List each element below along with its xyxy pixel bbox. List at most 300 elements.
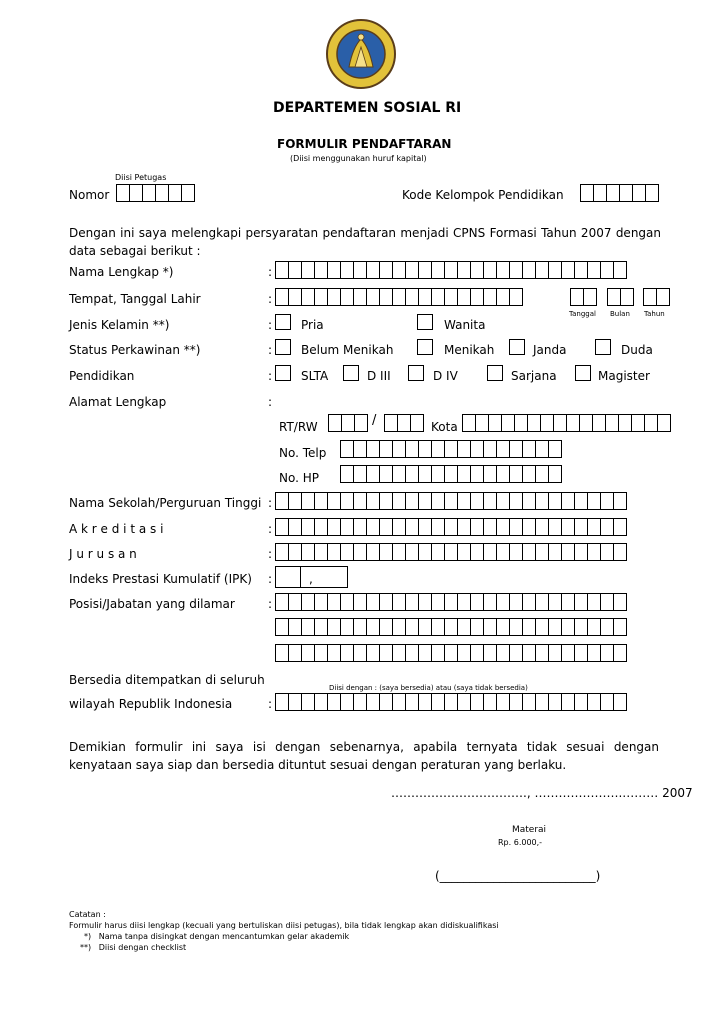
input-cell[interactable] (548, 644, 562, 662)
input-cell[interactable] (340, 518, 354, 536)
input-cell[interactable] (483, 261, 497, 279)
input-cell[interactable] (431, 644, 445, 662)
input-cell[interactable] (574, 693, 588, 711)
ipk-decimal-cell[interactable] (300, 566, 348, 588)
input-cell[interactable] (397, 414, 411, 432)
input-cell[interactable] (496, 492, 510, 510)
input-cell[interactable] (392, 543, 406, 561)
slta-checkbox[interactable] (275, 365, 291, 381)
input-cell[interactable] (418, 288, 432, 306)
input-cell[interactable] (509, 518, 523, 536)
input-cell[interactable] (470, 261, 484, 279)
input-cell[interactable] (561, 644, 575, 662)
input-cell[interactable] (314, 288, 328, 306)
input-cell[interactable] (593, 184, 607, 202)
input-cell[interactable] (392, 492, 406, 510)
input-cell[interactable] (353, 593, 367, 611)
input-cell[interactable] (314, 518, 328, 536)
input-cell[interactable] (328, 414, 342, 432)
input-cell[interactable] (496, 465, 510, 483)
bersedia-boxes[interactable] (275, 693, 626, 711)
input-cell[interactable] (392, 693, 406, 711)
input-cell[interactable] (366, 518, 380, 536)
input-cell[interactable] (561, 543, 575, 561)
ipk-integer-cell[interactable] (275, 566, 301, 588)
input-cell[interactable] (535, 465, 549, 483)
telp-boxes[interactable] (340, 440, 561, 458)
input-cell[interactable] (444, 518, 458, 536)
input-cell[interactable] (475, 414, 489, 432)
input-cell[interactable] (613, 593, 627, 611)
input-cell[interactable] (379, 465, 393, 483)
input-cell[interactable] (613, 693, 627, 711)
input-cell[interactable] (301, 593, 315, 611)
input-cell[interactable] (457, 618, 471, 636)
tanggal-boxes[interactable] (570, 288, 596, 306)
input-cell[interactable] (548, 618, 562, 636)
input-cell[interactable] (301, 644, 315, 662)
sarjana-checkbox[interactable] (487, 365, 503, 381)
input-cell[interactable] (379, 518, 393, 536)
input-cell[interactable] (548, 440, 562, 458)
input-cell[interactable] (509, 492, 523, 510)
input-cell[interactable] (613, 644, 627, 662)
hp-boxes[interactable] (340, 465, 561, 483)
input-cell[interactable] (392, 593, 406, 611)
input-cell[interactable] (314, 593, 328, 611)
input-cell[interactable] (327, 261, 341, 279)
input-cell[interactable] (392, 644, 406, 662)
input-cell[interactable] (632, 184, 646, 202)
input-cell[interactable] (444, 261, 458, 279)
input-cell[interactable] (561, 618, 575, 636)
input-cell[interactable] (418, 518, 432, 536)
input-cell[interactable] (657, 414, 671, 432)
duda-checkbox[interactable] (595, 339, 611, 355)
input-cell[interactable] (366, 644, 380, 662)
input-cell[interactable] (470, 492, 484, 510)
input-cell[interactable] (353, 261, 367, 279)
input-cell[interactable] (522, 261, 536, 279)
input-cell[interactable] (522, 644, 536, 662)
input-cell[interactable] (548, 261, 562, 279)
input-cell[interactable] (418, 693, 432, 711)
input-cell[interactable] (470, 288, 484, 306)
input-cell[interactable] (509, 693, 523, 711)
rt-boxes[interactable] (328, 414, 367, 432)
input-cell[interactable] (613, 492, 627, 510)
input-cell[interactable] (288, 618, 302, 636)
input-cell[interactable] (405, 465, 419, 483)
input-cell[interactable] (522, 440, 536, 458)
input-cell[interactable] (574, 618, 588, 636)
input-cell[interactable] (509, 593, 523, 611)
kode-boxes[interactable] (580, 184, 658, 202)
input-cell[interactable] (587, 518, 601, 536)
input-cell[interactable] (405, 261, 419, 279)
input-cell[interactable] (288, 288, 302, 306)
input-cell[interactable] (643, 288, 657, 306)
input-cell[interactable] (405, 618, 419, 636)
input-cell[interactable] (496, 618, 510, 636)
input-cell[interactable] (431, 543, 445, 561)
input-cell[interactable] (142, 184, 156, 202)
nomor-boxes[interactable] (116, 184, 194, 202)
input-cell[interactable] (301, 261, 315, 279)
input-cell[interactable] (488, 414, 502, 432)
input-cell[interactable] (535, 644, 549, 662)
input-cell[interactable] (275, 593, 289, 611)
input-cell[interactable] (431, 693, 445, 711)
input-cell[interactable] (462, 414, 476, 432)
input-cell[interactable] (574, 644, 588, 662)
input-cell[interactable] (587, 492, 601, 510)
input-cell[interactable] (366, 593, 380, 611)
input-cell[interactable] (314, 644, 328, 662)
input-cell[interactable] (548, 518, 562, 536)
input-cell[interactable] (366, 261, 380, 279)
input-cell[interactable] (457, 593, 471, 611)
input-cell[interactable] (470, 465, 484, 483)
input-cell[interactable] (600, 492, 614, 510)
input-cell[interactable] (509, 644, 523, 662)
input-cell[interactable] (600, 518, 614, 536)
input-cell[interactable] (275, 288, 289, 306)
input-cell[interactable] (379, 644, 393, 662)
input-cell[interactable] (431, 618, 445, 636)
input-cell[interactable] (522, 593, 536, 611)
input-cell[interactable] (405, 440, 419, 458)
input-cell[interactable] (540, 414, 554, 432)
input-cell[interactable] (514, 414, 528, 432)
input-cell[interactable] (496, 543, 510, 561)
input-cell[interactable] (379, 440, 393, 458)
input-cell[interactable] (535, 261, 549, 279)
input-cell[interactable] (509, 543, 523, 561)
input-cell[interactable] (353, 518, 367, 536)
input-cell[interactable] (509, 465, 523, 483)
input-cell[interactable] (301, 543, 315, 561)
input-cell[interactable] (353, 543, 367, 561)
input-cell[interactable] (431, 440, 445, 458)
input-cell[interactable] (410, 414, 424, 432)
input-cell[interactable] (566, 414, 580, 432)
input-cell[interactable] (288, 543, 302, 561)
input-cell[interactable] (561, 693, 575, 711)
input-cell[interactable] (574, 593, 588, 611)
input-cell[interactable] (444, 693, 458, 711)
input-cell[interactable] (444, 644, 458, 662)
input-cell[interactable] (607, 288, 621, 306)
input-cell[interactable] (327, 288, 341, 306)
input-cell[interactable] (553, 414, 567, 432)
kota-boxes[interactable] (462, 414, 670, 432)
input-cell[interactable] (366, 288, 380, 306)
input-cell[interactable] (405, 644, 419, 662)
input-cell[interactable] (301, 618, 315, 636)
input-cell[interactable] (129, 184, 143, 202)
input-cell[interactable] (483, 440, 497, 458)
input-cell[interactable] (483, 465, 497, 483)
input-cell[interactable] (353, 440, 367, 458)
input-cell[interactable] (444, 618, 458, 636)
wanita-checkbox[interactable] (417, 314, 433, 330)
input-cell[interactable] (457, 543, 471, 561)
input-cell[interactable] (379, 593, 393, 611)
input-cell[interactable] (483, 644, 497, 662)
input-cell[interactable] (275, 543, 289, 561)
input-cell[interactable] (275, 693, 289, 711)
input-cell[interactable] (600, 543, 614, 561)
input-cell[interactable] (483, 693, 497, 711)
input-cell[interactable] (522, 618, 536, 636)
input-cell[interactable] (379, 618, 393, 636)
input-cell[interactable] (600, 593, 614, 611)
input-cell[interactable] (587, 543, 601, 561)
posisi-boxes-1[interactable] (275, 593, 626, 611)
input-cell[interactable] (509, 288, 523, 306)
input-cell[interactable] (314, 261, 328, 279)
tahun-boxes[interactable] (643, 288, 669, 306)
input-cell[interactable] (327, 693, 341, 711)
input-cell[interactable] (444, 543, 458, 561)
input-cell[interactable] (379, 261, 393, 279)
input-cell[interactable] (275, 261, 289, 279)
input-cell[interactable] (535, 543, 549, 561)
input-cell[interactable] (548, 543, 562, 561)
input-cell[interactable] (483, 543, 497, 561)
input-cell[interactable] (418, 465, 432, 483)
input-cell[interactable] (340, 618, 354, 636)
input-cell[interactable] (470, 618, 484, 636)
input-cell[interactable] (418, 593, 432, 611)
input-cell[interactable] (405, 518, 419, 536)
input-cell[interactable] (366, 693, 380, 711)
input-cell[interactable] (496, 261, 510, 279)
sekolah-boxes[interactable] (275, 492, 626, 510)
input-cell[interactable] (522, 693, 536, 711)
input-cell[interactable] (496, 288, 510, 306)
input-cell[interactable] (592, 414, 606, 432)
input-cell[interactable] (587, 693, 601, 711)
input-cell[interactable] (470, 440, 484, 458)
input-cell[interactable] (418, 261, 432, 279)
input-cell[interactable] (618, 414, 632, 432)
input-cell[interactable] (392, 465, 406, 483)
input-cell[interactable] (288, 644, 302, 662)
input-cell[interactable] (496, 440, 510, 458)
input-cell[interactable] (535, 440, 549, 458)
input-cell[interactable] (444, 492, 458, 510)
input-cell[interactable] (353, 288, 367, 306)
input-cell[interactable] (116, 184, 130, 202)
input-cell[interactable] (535, 618, 549, 636)
input-cell[interactable] (574, 261, 588, 279)
input-cell[interactable] (619, 184, 633, 202)
janda-checkbox[interactable] (509, 339, 525, 355)
input-cell[interactable] (613, 261, 627, 279)
magister-checkbox[interactable] (575, 365, 591, 381)
input-cell[interactable] (483, 492, 497, 510)
input-cell[interactable] (340, 288, 354, 306)
input-cell[interactable] (288, 518, 302, 536)
input-cell[interactable] (527, 414, 541, 432)
input-cell[interactable] (483, 593, 497, 611)
input-cell[interactable] (535, 518, 549, 536)
input-cell[interactable] (496, 644, 510, 662)
input-cell[interactable] (353, 644, 367, 662)
posisi-boxes-3[interactable] (275, 644, 626, 662)
input-cell[interactable] (561, 492, 575, 510)
input-cell[interactable] (155, 184, 169, 202)
input-cell[interactable] (457, 465, 471, 483)
input-cell[interactable] (327, 644, 341, 662)
input-cell[interactable] (327, 492, 341, 510)
input-cell[interactable] (587, 618, 601, 636)
input-cell[interactable] (288, 593, 302, 611)
input-cell[interactable] (574, 518, 588, 536)
input-cell[interactable] (457, 644, 471, 662)
akreditasi-boxes[interactable] (275, 518, 626, 536)
input-cell[interactable] (457, 288, 471, 306)
input-cell[interactable] (605, 414, 619, 432)
input-cell[interactable] (392, 440, 406, 458)
input-cell[interactable] (354, 414, 368, 432)
input-cell[interactable] (418, 440, 432, 458)
input-cell[interactable] (548, 693, 562, 711)
d4-checkbox[interactable] (408, 365, 424, 381)
input-cell[interactable] (613, 618, 627, 636)
input-cell[interactable] (483, 518, 497, 536)
input-cell[interactable] (418, 492, 432, 510)
input-cell[interactable] (288, 693, 302, 711)
input-cell[interactable] (288, 261, 302, 279)
input-cell[interactable] (522, 518, 536, 536)
menikah-checkbox[interactable] (417, 339, 433, 355)
input-cell[interactable] (379, 543, 393, 561)
input-cell[interactable] (379, 492, 393, 510)
input-cell[interactable] (405, 593, 419, 611)
input-cell[interactable] (418, 543, 432, 561)
input-cell[interactable] (522, 492, 536, 510)
input-cell[interactable] (457, 440, 471, 458)
input-cell[interactable] (483, 288, 497, 306)
jurusan-boxes[interactable] (275, 543, 626, 561)
input-cell[interactable] (301, 518, 315, 536)
input-cell[interactable] (600, 693, 614, 711)
input-cell[interactable] (561, 593, 575, 611)
input-cell[interactable] (496, 693, 510, 711)
input-cell[interactable] (288, 492, 302, 510)
input-cell[interactable] (275, 492, 289, 510)
input-cell[interactable] (431, 492, 445, 510)
bulan-boxes[interactable] (607, 288, 633, 306)
input-cell[interactable] (405, 543, 419, 561)
input-cell[interactable] (535, 593, 549, 611)
input-cell[interactable] (327, 618, 341, 636)
belum-menikah-checkbox[interactable] (275, 339, 291, 355)
input-cell[interactable] (366, 492, 380, 510)
input-cell[interactable] (587, 644, 601, 662)
input-cell[interactable] (314, 693, 328, 711)
input-cell[interactable] (470, 543, 484, 561)
input-cell[interactable] (656, 288, 670, 306)
input-cell[interactable] (457, 492, 471, 510)
input-cell[interactable] (470, 593, 484, 611)
input-cell[interactable] (275, 618, 289, 636)
input-cell[interactable] (353, 492, 367, 510)
input-cell[interactable] (392, 261, 406, 279)
input-cell[interactable] (168, 184, 182, 202)
input-cell[interactable] (353, 693, 367, 711)
input-cell[interactable] (405, 693, 419, 711)
input-cell[interactable] (600, 644, 614, 662)
input-cell[interactable] (314, 492, 328, 510)
input-cell[interactable] (418, 644, 432, 662)
input-cell[interactable] (341, 414, 355, 432)
input-cell[interactable] (620, 288, 634, 306)
input-cell[interactable] (470, 644, 484, 662)
input-cell[interactable] (431, 261, 445, 279)
input-cell[interactable] (314, 618, 328, 636)
input-cell[interactable] (366, 465, 380, 483)
pria-checkbox[interactable] (275, 314, 291, 330)
input-cell[interactable] (580, 184, 594, 202)
input-cell[interactable] (583, 288, 597, 306)
input-cell[interactable] (579, 414, 593, 432)
input-cell[interactable] (366, 618, 380, 636)
d3-checkbox[interactable] (343, 365, 359, 381)
input-cell[interactable] (366, 543, 380, 561)
input-cell[interactable] (457, 518, 471, 536)
input-cell[interactable] (587, 261, 601, 279)
input-cell[interactable] (548, 465, 562, 483)
input-cell[interactable] (570, 288, 584, 306)
input-cell[interactable] (457, 261, 471, 279)
input-cell[interactable] (366, 440, 380, 458)
input-cell[interactable] (353, 465, 367, 483)
input-cell[interactable] (340, 693, 354, 711)
input-cell[interactable] (392, 288, 406, 306)
input-cell[interactable] (327, 593, 341, 611)
input-cell[interactable] (379, 288, 393, 306)
input-cell[interactable] (522, 543, 536, 561)
input-cell[interactable] (509, 261, 523, 279)
input-cell[interactable] (561, 261, 575, 279)
input-cell[interactable] (509, 440, 523, 458)
input-cell[interactable] (340, 261, 354, 279)
input-cell[interactable] (327, 543, 341, 561)
input-cell[interactable] (431, 465, 445, 483)
rw-boxes[interactable] (384, 414, 423, 432)
input-cell[interactable] (314, 543, 328, 561)
input-cell[interactable] (496, 518, 510, 536)
input-cell[interactable] (405, 492, 419, 510)
input-cell[interactable] (444, 465, 458, 483)
input-cell[interactable] (431, 518, 445, 536)
input-cell[interactable] (470, 693, 484, 711)
input-cell[interactable] (496, 593, 510, 611)
input-cell[interactable] (340, 543, 354, 561)
nama-boxes[interactable] (275, 261, 626, 279)
input-cell[interactable] (431, 288, 445, 306)
input-cell[interactable] (548, 593, 562, 611)
input-cell[interactable] (613, 518, 627, 536)
input-cell[interactable] (606, 184, 620, 202)
input-cell[interactable] (327, 518, 341, 536)
input-cell[interactable] (392, 618, 406, 636)
input-cell[interactable] (431, 593, 445, 611)
